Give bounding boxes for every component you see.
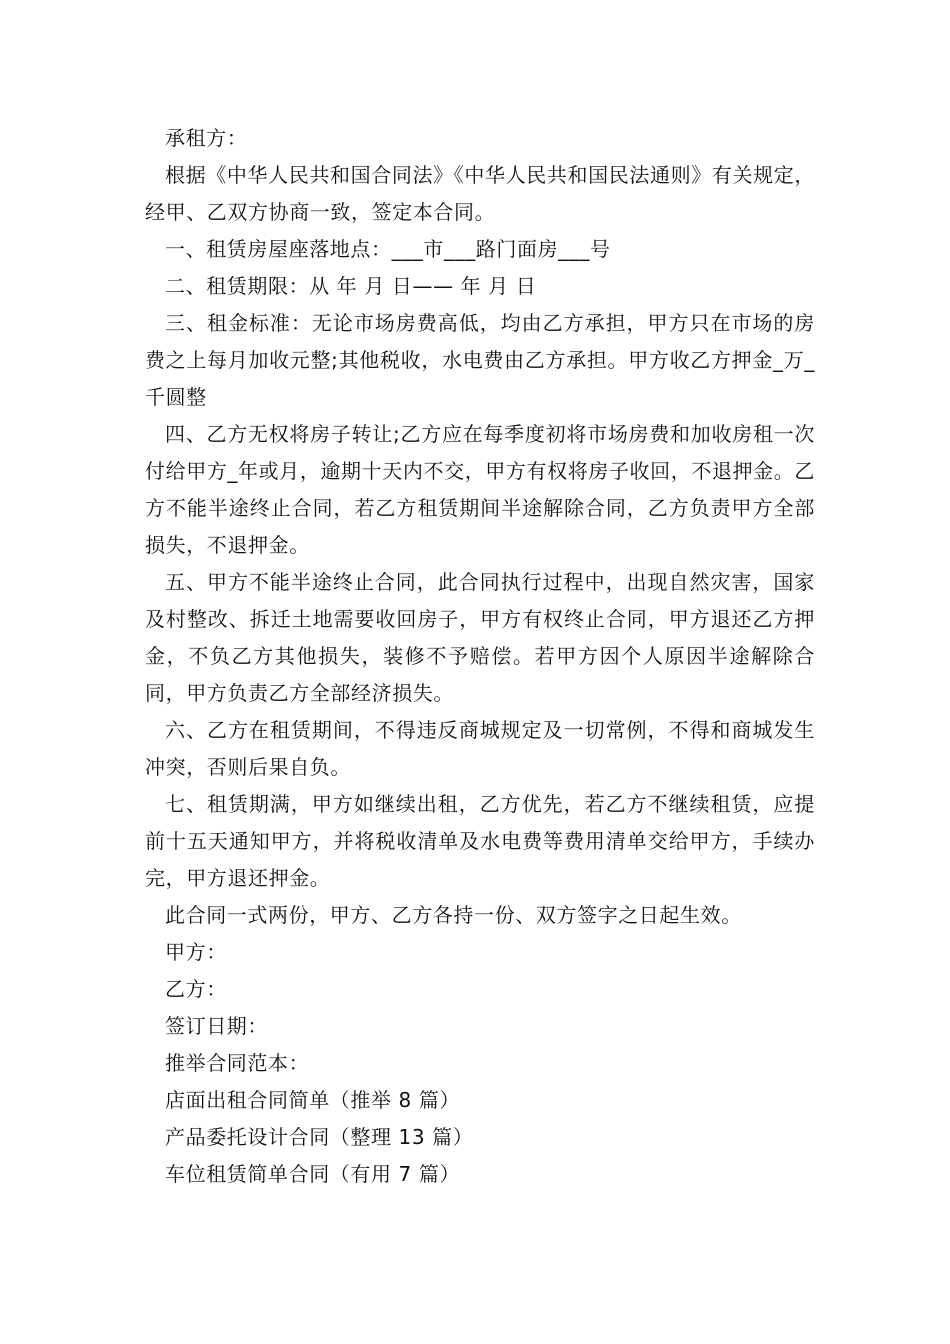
clause-2-term: 二、租赁期限：从 年 月 日—— 年 月 日 [165, 274, 537, 298]
recommended-template-item: 店面出租合同简单（推举 8 篇） [165, 1088, 461, 1112]
signing-date-label: 签订日期： [165, 1014, 268, 1038]
clause-3-rent: 三、租金标准：无论市场房费高低，均由乙方承担，甲方只在市场的房费之上每月加收元整;其他税收，水电费由乙方承担。甲方收乙方押金_万_千圆整 [145, 311, 815, 409]
clause-6-conduct: 六、乙方在租赁期间，不得违反商城规定及一切常例，不得和商城发生冲突，否则后果自负。 [145, 718, 815, 779]
copies-statement: 此合同一式两份，甲方、乙方各持一份、双方签字之日起生效。 [165, 903, 742, 927]
recommended-template-item: 产品委托设计合同（整理 13 篇） [165, 1125, 474, 1149]
party-a-signature-label: 甲方： [165, 940, 227, 964]
clause-1-location: 一、租赁房屋座落地点：___市___路门面房___号 [165, 237, 611, 261]
clause-4-transfer: 四、乙方无权将房子转让;乙方应在每季度初将市场房费和加收房租一次付给甲方_年或月，逾期十天内不交，甲方有权将房子收回，不退押金。乙方不能半途终止合同，若乙方租赁期间半途解除合同，乙方负责甲方全部损失，不退押金。 [145, 422, 815, 557]
clause-5-termination: 五、甲方不能半途终止合同，此合同执行过程中，出现自然灾害，国家及村整改、拆迁土地需要收回房子，甲方有权终止合同，甲方退还乙方押金，不负乙方其他损失，装修不予赔偿。若甲方因个人原因半途解除合同，甲方负责乙方全部经济损失。 [145, 570, 815, 705]
recommended-templates-heading: 推举合同范本： [165, 1051, 310, 1075]
document-body [145, 120, 815, 1193]
party-b-signature-label: 乙方： [165, 977, 227, 1001]
renter-label: 承租方： [165, 126, 248, 150]
clause-7-expiry: 七、租赁期满，甲方如继续出租，乙方优先，若乙方不继续租赁，应提前十五天通知甲方，并将税收清单及水电费等费用清单交给甲方，手续办完，甲方退还押金。 [145, 792, 815, 890]
recommended-template-item: 车位租赁简单合同（有用 7 篇） [165, 1162, 461, 1186]
preamble-paragraph: 根据《中华人民共和国合同法》《中华人民共和国民法通则》有关规定，经甲、乙双方协商一致，签定本合同。 [145, 163, 815, 224]
